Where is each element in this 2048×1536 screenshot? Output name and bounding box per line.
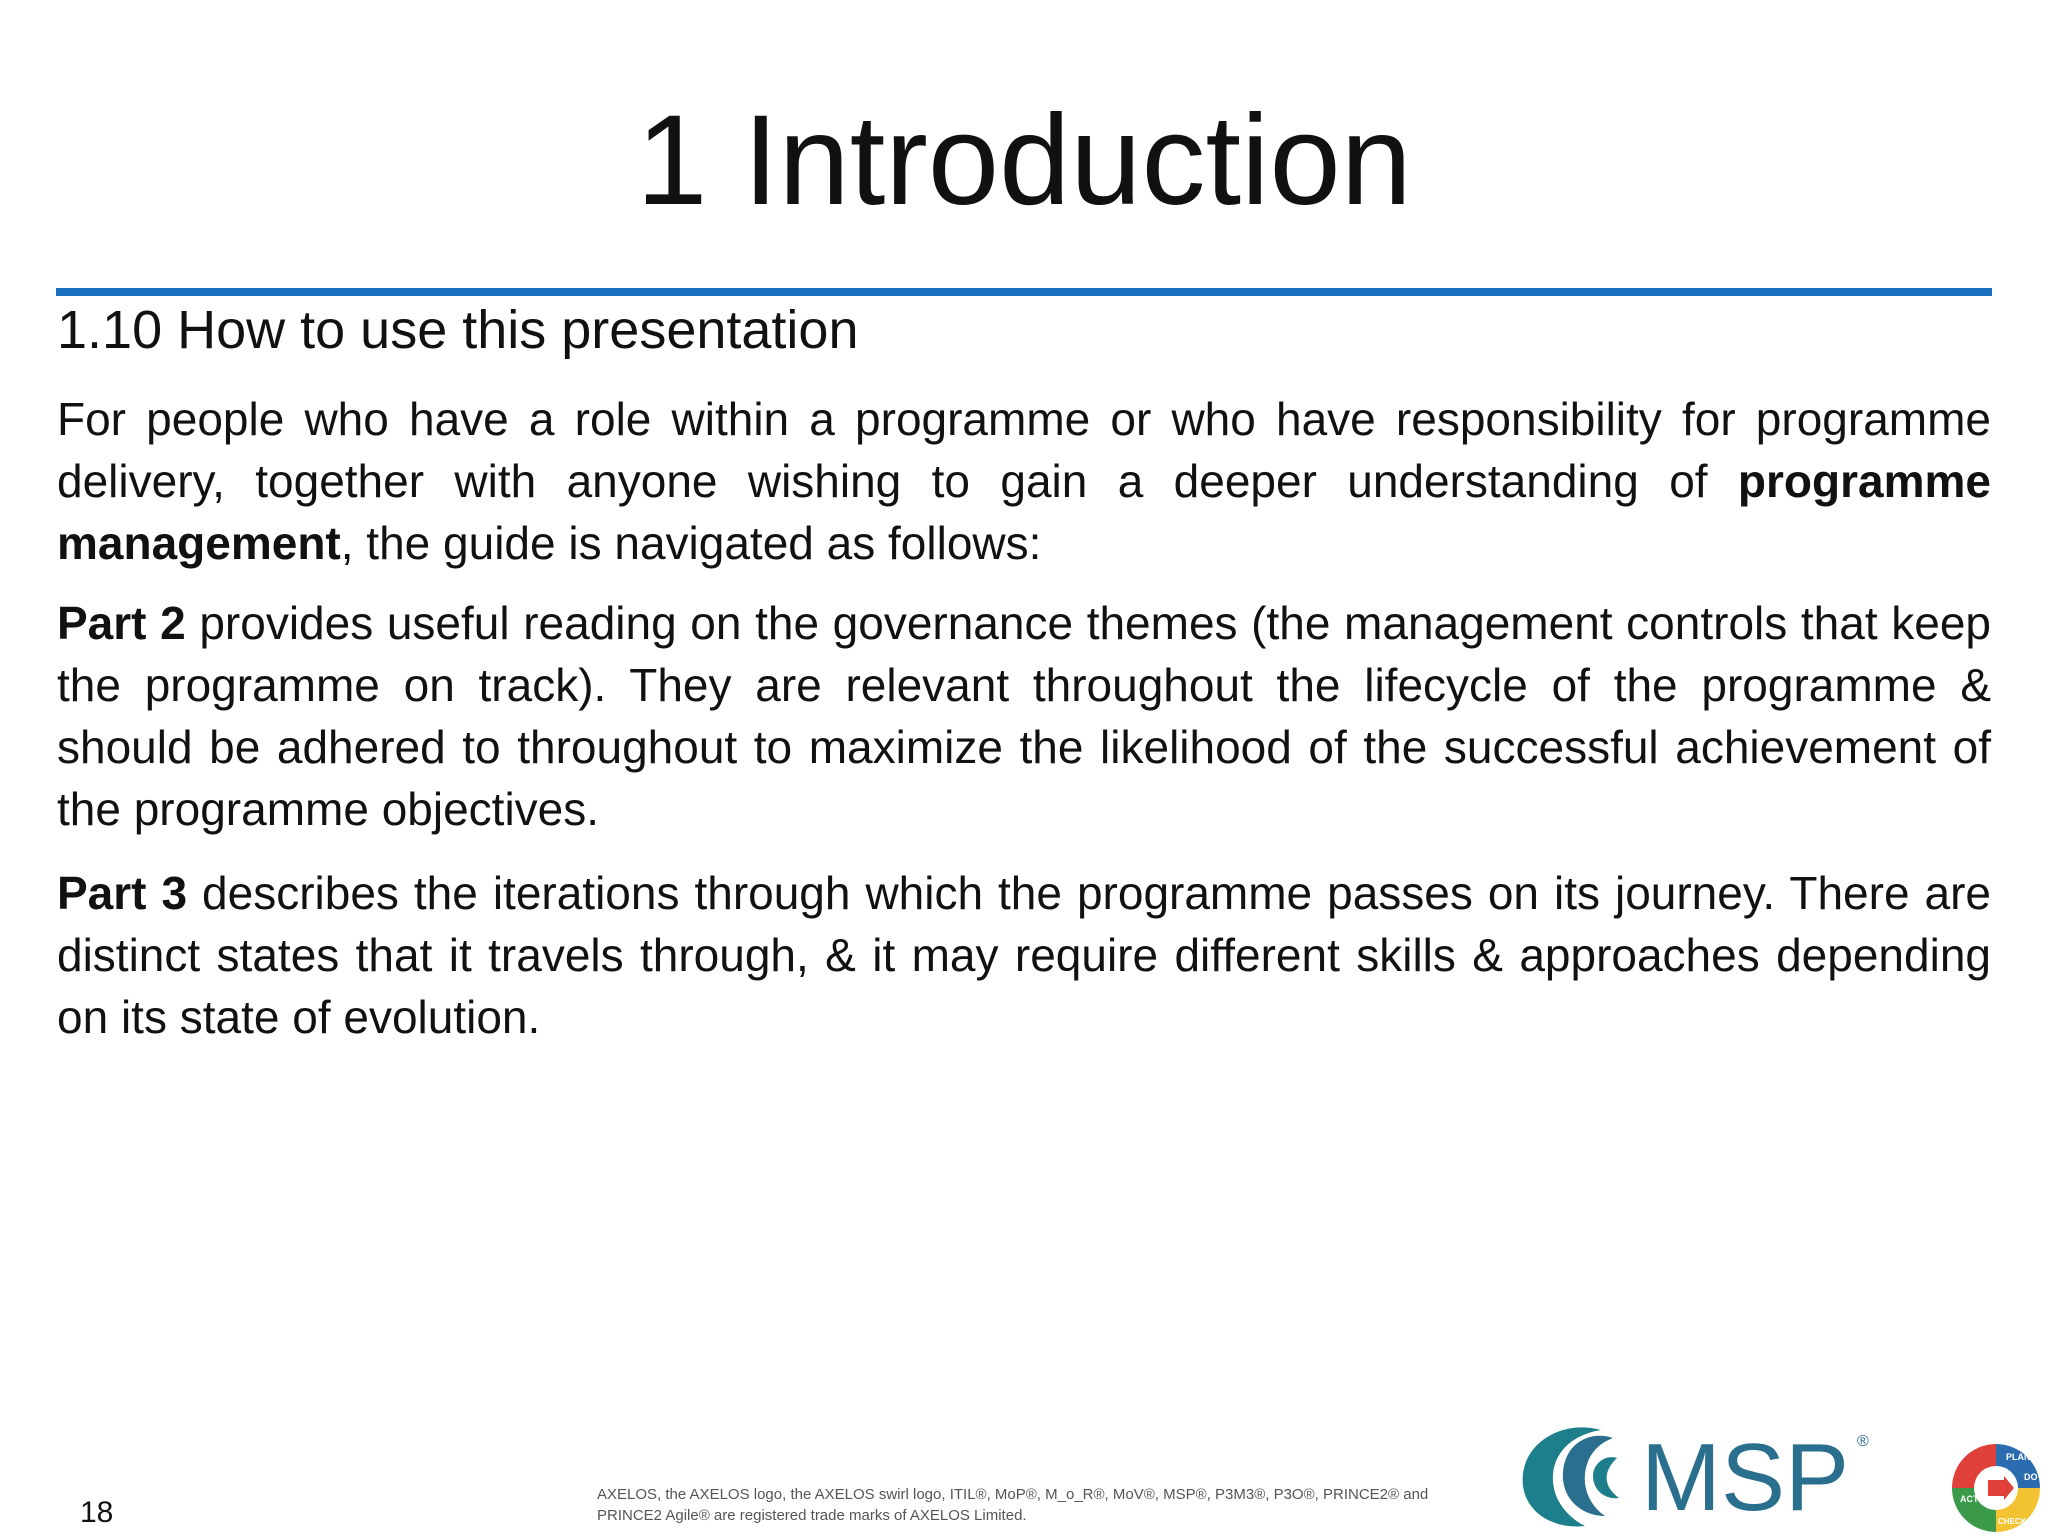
legal-line-1: AXELOS, the AXELOS logo, the AXELOS swirl logo, ITIL®, MoP®, M_o_R®, MoV®, MSP®, P3M3®, P3O®, PRINCE2® and — [597, 1486, 1429, 1503]
part-3-label: Part 3 — [57, 867, 188, 919]
part-3-text: describes the iterations through which the programme passes on its journey. There are distinct states that it travels through, & it may require different skills & approaches depending on its state of evolution. — [57, 867, 1991, 1043]
intro-paragraph-tail: , the guide is navigated as follows: — [340, 517, 1042, 569]
legal-line-2: PRINCE2 Agile® are registered trade marks of AXELOS Limited. — [597, 1507, 1027, 1524]
part-2-paragraph — [57, 592, 1991, 840]
part-2-label: Part 2 — [57, 597, 186, 649]
footer-legal-notice — [597, 1484, 1467, 1526]
cycle-label-check: CHECK — [1998, 1517, 2027, 1526]
msp-swirl-icon — [1523, 1427, 1619, 1526]
intro-paragraph — [57, 388, 1991, 574]
pdca-cycle-icon — [1948, 1440, 2044, 1536]
part-2-text: provides useful reading on the governance themes (the management controls that keep the programme on track). They are relevant throughout the lifecycle of the programme & should be adhered to throughout to maximize the likelihood of the successful achievement of the programme objectives. — [57, 597, 1991, 835]
svg-text:®: ® — [1857, 1433, 1869, 1450]
intro-paragraph-bold: programme management — [57, 455, 1991, 569]
cycle-label-do: DO — [2024, 1472, 2038, 1482]
title-divider — [56, 288, 1992, 296]
page-number: 18 — [80, 1496, 114, 1529]
cycle-label-plan: PLAN — [2006, 1452, 2031, 1462]
msp-logo — [1505, 1412, 1885, 1536]
cycle-label-act: ACT — [1960, 1494, 1979, 1504]
part-3-paragraph — [57, 862, 1991, 1048]
section-heading: 1.10 How to use this presentation — [57, 300, 859, 360]
slide-title: 1 Introduction — [636, 89, 1412, 232]
intro-paragraph-lead: For people who have a role within a programme or who have responsibility for programme delivery, together with anyone wishing to gain a deeper understanding of — [57, 393, 1991, 507]
msp-logo-text: MSP — [1641, 1424, 1850, 1531]
